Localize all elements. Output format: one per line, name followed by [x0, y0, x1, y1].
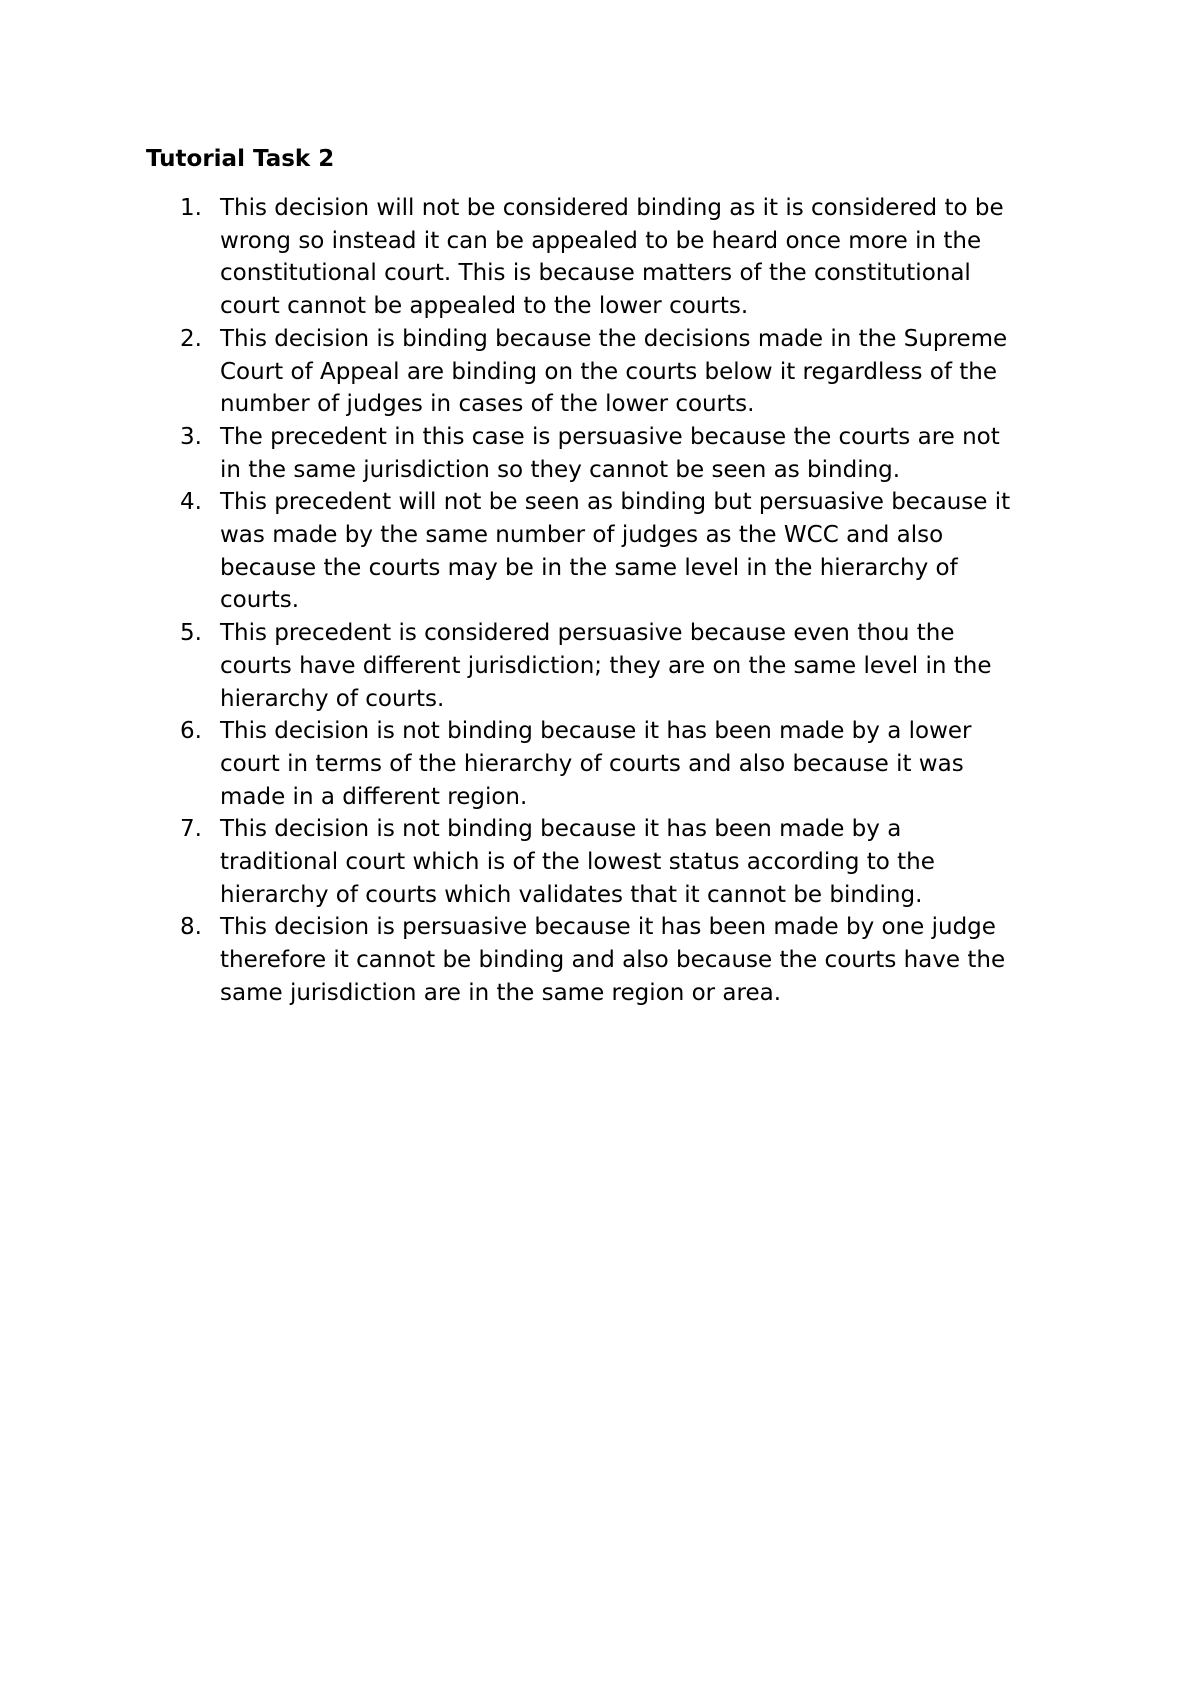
list-item-text-line: hierarchy of courts. — [220, 685, 445, 712]
list-item — [0, 617, 1080, 715]
list-item-text-line: hierarchy of courts which validates that it cannot be binding. — [220, 881, 923, 908]
list-item-text-line: This decision is not binding because it has been made by a — [220, 816, 902, 843]
list-item — [0, 421, 1080, 486]
list-item-text-line: This decision will not be considered binding as it is considered to be — [220, 195, 1004, 221]
list-item-number: 3. — [180, 423, 202, 450]
list-item — [0, 715, 1080, 813]
list-item-text-line: traditional court which is of the lowest status according to the — [220, 849, 935, 876]
list-item-number: 1. — [180, 195, 202, 221]
list-item-text-line: constitutional court. This is because matters of the constitutional — [220, 260, 971, 287]
list-item-text-line: court cannot be appealed to the lower courts. — [220, 293, 749, 320]
list-item-text-line: therefore it cannot be binding and also because the courts have the — [220, 947, 1006, 974]
list-item-number: 8. — [180, 914, 202, 941]
answer-list — [0, 192, 1200, 1010]
list-item — [0, 192, 1080, 323]
list-item-text-line: same jurisdiction are in the same region or area. — [220, 979, 782, 1006]
list-item-text-line: because the courts may be in the same level in the hierarchy of — [220, 554, 958, 581]
list-item-text-line: courts have different jurisdiction; they are on the same level in the — [220, 652, 992, 679]
list-item-text-line: The precedent in this case is persuasive because the courts are not — [220, 423, 1000, 450]
list-item-text-line: wrong so instead it can be appealed to be heard once more in the — [220, 227, 982, 254]
list-item-number: 6. — [180, 718, 202, 745]
list-item — [0, 323, 1080, 421]
list-item — [0, 486, 1080, 617]
list-item-text-line: in the same jurisdiction so they cannot be seen as binding. — [220, 456, 901, 483]
list-item-text-line: was made by the same number of judges as the WCC and also — [220, 522, 944, 549]
list-item-number: 7. — [180, 816, 202, 843]
list-item-text-line: Court of Appeal are binding on the courts below it regardless of the — [220, 358, 998, 385]
list-item-text-line: This decision is binding because the decisions made in the Supreme — [220, 325, 1008, 352]
document-title: Tutorial Task 2 — [146, 146, 335, 172]
list-item — [0, 911, 1080, 1009]
list-item-number: 2. — [180, 325, 202, 352]
list-item-text-line: court in terms of the hierarchy of courts and also because it was — [220, 750, 964, 777]
list-item-number: 4. — [180, 489, 202, 516]
list-item-text-line: This decision is not binding because it has been made by a lower — [220, 718, 972, 745]
list-item-text-line: This precedent is considered persuasive because even thou the — [220, 620, 955, 647]
list-item-text-line: This decision is persuasive because it has been made by one judge — [220, 914, 996, 941]
list-item-text-line: courts. — [220, 587, 300, 614]
list-item-text-line: made in a different region. — [220, 783, 528, 810]
list-item-text-line: This precedent will not be seen as binding but persuasive because it — [220, 489, 1011, 516]
list-item-text-line: number of judges in cases of the lower courts. — [220, 391, 755, 418]
list-item-number: 5. — [180, 620, 202, 647]
list-item — [0, 813, 1080, 911]
